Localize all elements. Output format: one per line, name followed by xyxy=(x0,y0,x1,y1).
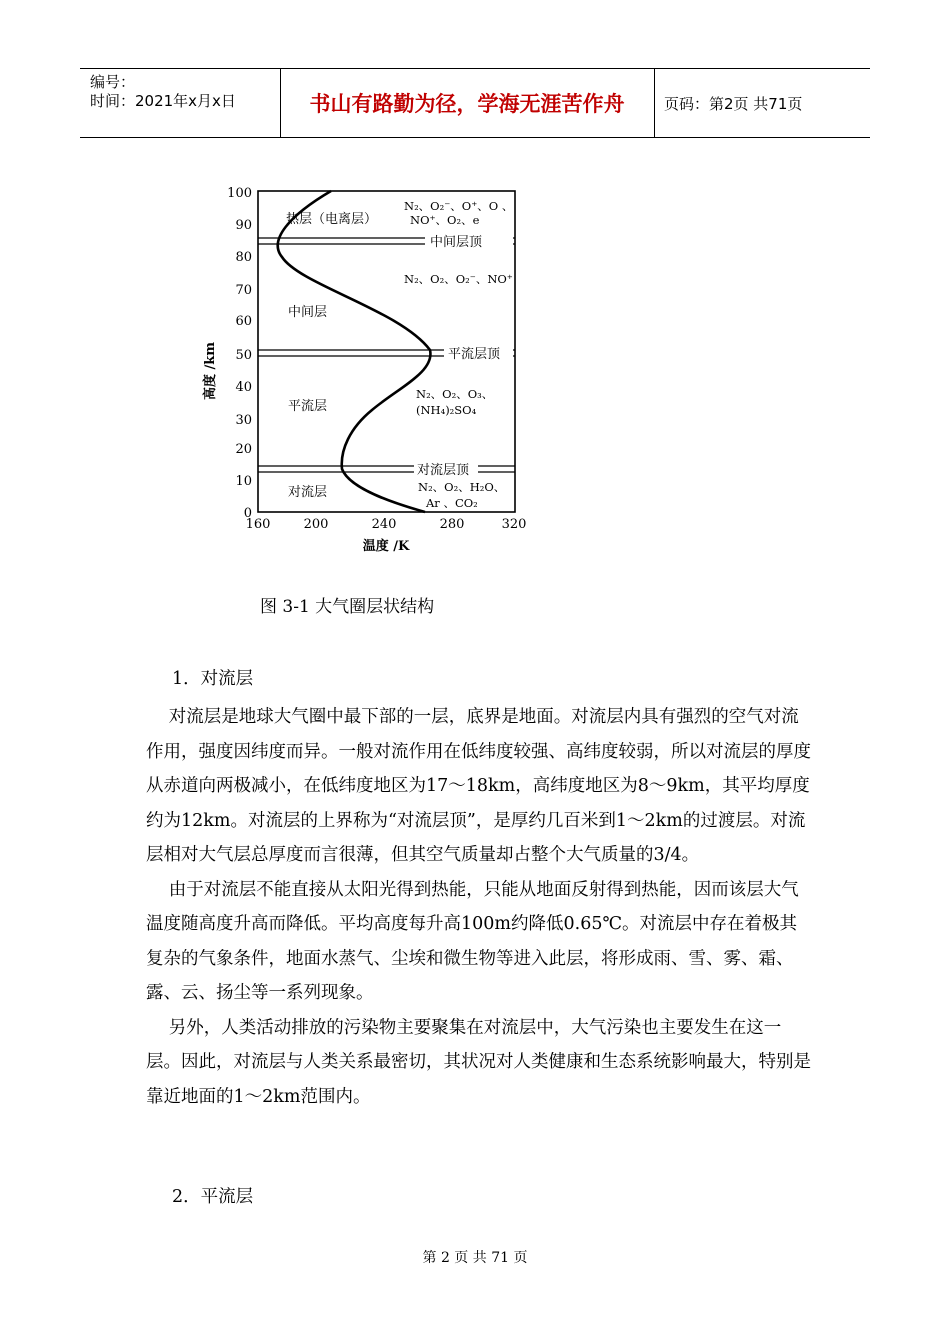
y-tick-label: 0 xyxy=(243,506,252,521)
x-tick-label: 160 xyxy=(245,517,271,532)
layer-label-stratosphere: 平流层 xyxy=(288,399,328,414)
section-heading: 2．平流层 xyxy=(172,1187,254,1207)
y-tick-label: 60 xyxy=(235,314,252,329)
y-tick-label: 70 xyxy=(235,283,252,298)
y-axis-label: 高度 /km xyxy=(203,341,218,400)
paragraph: 由于对流层不能直接从太阳光得到热能，只能从地面反射得到热能，因而该层大气温度随高度升高而降低。平均高度每升高100m约降低0.65℃。对流层中存在着极其复杂的气象条件，地面水蒸气、尘埃和微生物等进入此层，将形成雨、雪、雾、霜、露、云、扬尘等一系列现象。 xyxy=(146,879,799,1003)
x-tick-label: 320 xyxy=(501,517,527,532)
gas-meso: N₂、O₂、O₂⁻、NO⁺ xyxy=(404,272,513,286)
paragraph: 对流层是地球大气圈中最下部的一层，底界是地面。对流层内具有强烈的空气对流作用，强度因纬度而异。一般对流作用在低纬度较强、高纬度较弱，所以对流层的厚度从赤道向两极减小，在低纬度地区为17～18km，高纬度地区为8～9km，其平均厚度约为12km。对流层的上界称为“对流层顶”，是厚约几百米到1～2km的过渡层。对流层相对大气层总厚度而言很薄，但其空气质量却占整个大气质量的3/4。 xyxy=(146,707,811,865)
boundary-label-mesopause: 中间层顶 xyxy=(430,235,483,250)
x-tick-label: 280 xyxy=(439,517,465,532)
y-tick-label: 90 xyxy=(235,218,252,233)
y-tick-label: 50 xyxy=(235,348,252,363)
temperature-curve xyxy=(278,191,431,512)
x-tick-label: 240 xyxy=(371,517,397,532)
header-divider xyxy=(280,69,281,137)
header-motto: 书山有路勤为径，学海无涯苦作舟 xyxy=(309,92,625,116)
header-time-label: 时间：2021年x月x日 xyxy=(90,92,236,110)
figure-caption: 图 3-1 大气圈层状结构 xyxy=(260,597,435,617)
section-body xyxy=(146,700,814,1114)
x-axis-label: 温度 /K xyxy=(362,539,410,554)
header-meta xyxy=(90,73,236,111)
page-header xyxy=(80,68,870,138)
y-tick-label: 30 xyxy=(235,413,252,428)
layer-label-mesosphere: 中间层 xyxy=(288,305,328,320)
gas-strato-line1: N₂、O₂、O₃、 xyxy=(416,387,494,401)
section-heading: 1．对流层 xyxy=(172,669,254,689)
y-tick-label: 10 xyxy=(235,474,252,489)
header-divider xyxy=(654,69,655,137)
header-number-label: 编号： xyxy=(90,73,136,91)
gas-thermo-line1: N₂、O₂⁻、O⁺、O 、 xyxy=(404,199,514,213)
y-tick-label: 80 xyxy=(235,250,252,265)
paragraph: 另外，人类活动排放的污染物主要聚集在对流层中，大气污染也主要发生在这一层。因此，对流层与人类关系最密切，其状况对人类健康和生态系统影响最大，特别是靠近地面的1～2km范围内。 xyxy=(146,1017,811,1107)
x-tick-label: 200 xyxy=(303,517,329,532)
boundary-label-stratopause: 平流层顶 xyxy=(448,347,501,362)
layer-label-thermosphere: 热层（电离层） xyxy=(286,212,378,227)
gas-tropo-line1: N₂、O₂、H₂O、 xyxy=(418,480,506,494)
atmosphere-diagram xyxy=(190,178,540,558)
y-tick-label: 100 xyxy=(227,186,252,201)
gas-thermo-line2: NO⁺、O₂、e xyxy=(410,213,480,227)
x-axis xyxy=(246,517,527,532)
page-footer: 第 2 页 共 71 页 xyxy=(422,1250,528,1266)
layer-label-troposphere: 对流层 xyxy=(288,485,328,500)
y-axis xyxy=(227,186,252,521)
gas-tropo-line2: Ar 、CO₂ xyxy=(426,496,478,510)
boundary-label-tropopause: 对流层顶 xyxy=(417,463,470,478)
gas-strato-line2: (NH₄)₂SO₄ xyxy=(416,403,477,417)
y-tick-label: 20 xyxy=(235,442,252,457)
header-page-info: 页码：第2页 共71页 xyxy=(664,94,803,113)
y-tick-label: 40 xyxy=(235,380,252,395)
